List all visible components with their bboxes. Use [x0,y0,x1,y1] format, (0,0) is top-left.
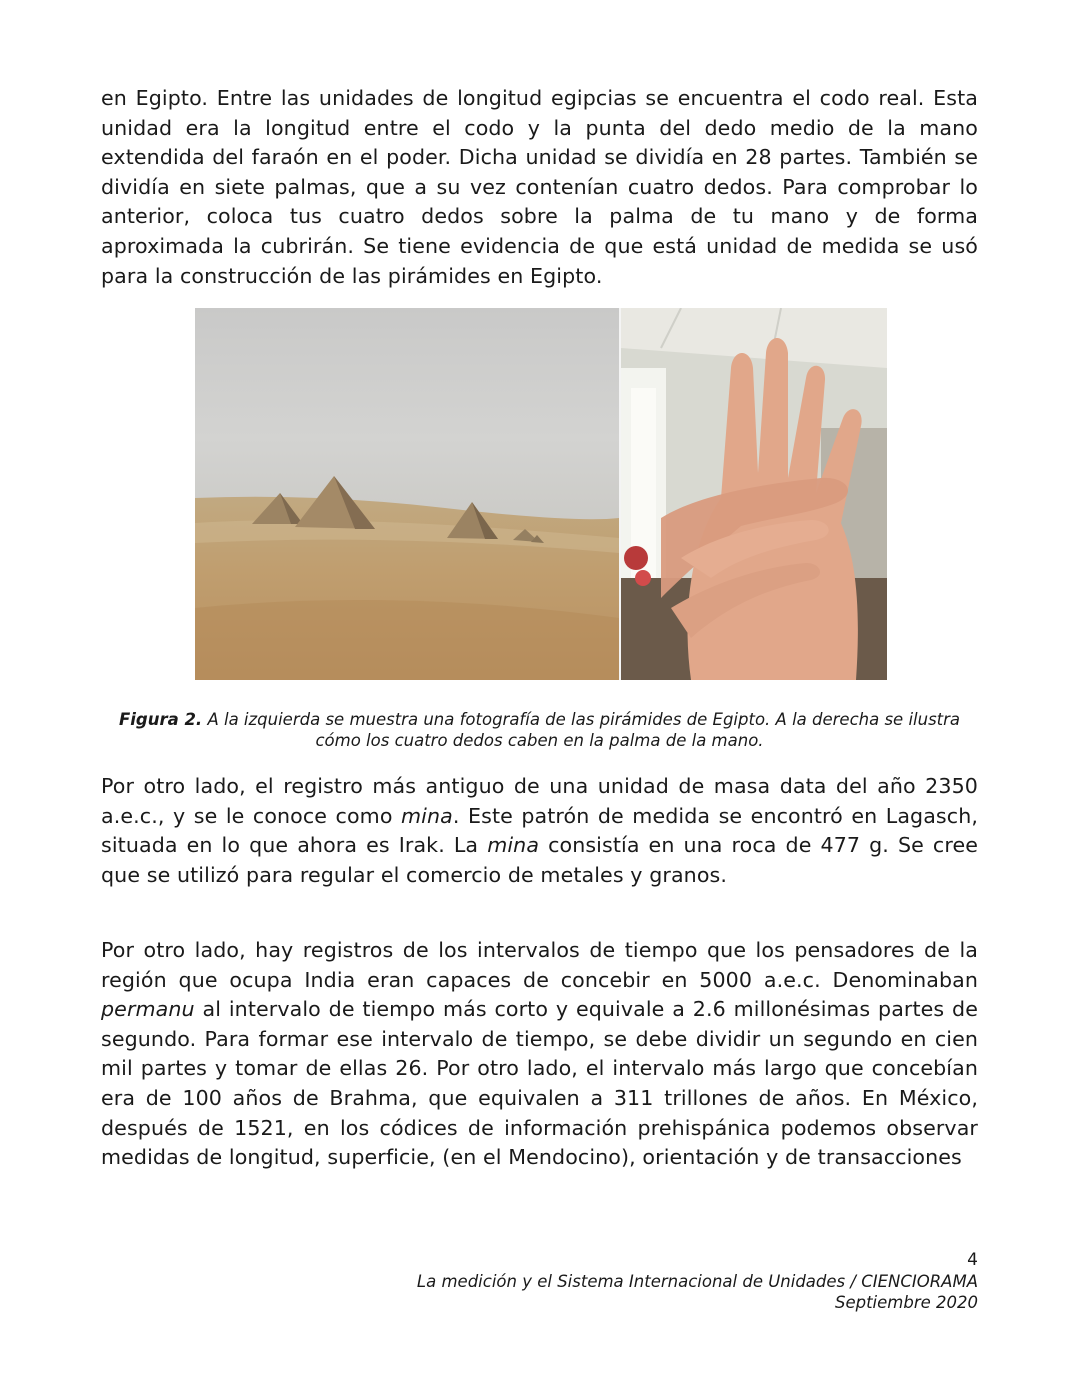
paragraph-text: Por otro lado, el registro más antiguo de una unidad de masa data del año 2350 a.e.c., y se le conoce como [101,774,978,828]
paragraph-text: . Este patrón de medida se encontró en Lagasch, situada en lo que ahora es Irak. La [101,803,978,858]
paragraph-mina [101,772,978,890]
paragraph-text: en Egipto. Entre las unidades de longitud egipcias se encuentra el codo real. Esta unidad era la longitud entre el codo y la punta del dedo medio de la mano extendida del faraón en el poder. Dicha unidad se dividía en 28 partes. También se dividía en siete palmas, que a su vez contenían cuatro dedos. Para comprobar lo anterior, coloca tus cuatro dedos sobre la palma de tu mano y de forma aproximada la cubrirán. Se tiene evidencia de que está unidad de medida se usó para la construcción de las pirámides en Egipto. [101,86,978,288]
italic-term: mina [487,833,540,858]
paragraph-text: Por otro lado, hay registros de los intervalos de tiempo que los pensadores de la región que ocupa India eran capaces de concebir en 5000 a.e.c. Denominaban [101,938,978,992]
page-number: 4 [967,1250,978,1270]
paragraph-text: consistía en una roca de 477 g. Se cree que se utilizó para regular el comercio de metales y granos. [101,833,978,887]
hand-photo [619,308,887,680]
figure-2 [195,308,885,680]
italic-term: mina [401,803,453,828]
footer-date: Septiembre 2020 [834,1293,978,1312]
pyramids-photo [195,308,619,680]
paragraph-text: al intervalo de tiempo más corto y equivale a 2.6 millonésimas partes de segundo. Para formar ese intervalo de tiempo, se debe dividir un segundo en cien mil partes y tomar de ellas 26. Por otro lado, el intervalo más largo que concebían era de 100 años de Brahma, que equivalen a 311 trillones de años. En México, después de 1521, en los códices de información prehispánica podemos observar medidas de longitud, superficie, (en el Mendocino), orientación y de transacciones [101,997,978,1170]
footer-title: La medición y el Sistema Internacional de Unidades / CIENCIORAMA [416,1272,978,1291]
italic-term: permanu [101,997,195,1022]
paragraph-codo-real [101,84,978,291]
caption-text: A la izquierda se muestra una fotografía de las pirámides de Egipto. A la derecha se ilustra cómo los cuatro dedos caben en la palma de la mano. [202,710,961,750]
caption-label: Figura 2. [118,710,203,729]
paragraph-permanu [101,936,978,1173]
figure-caption [101,709,978,751]
